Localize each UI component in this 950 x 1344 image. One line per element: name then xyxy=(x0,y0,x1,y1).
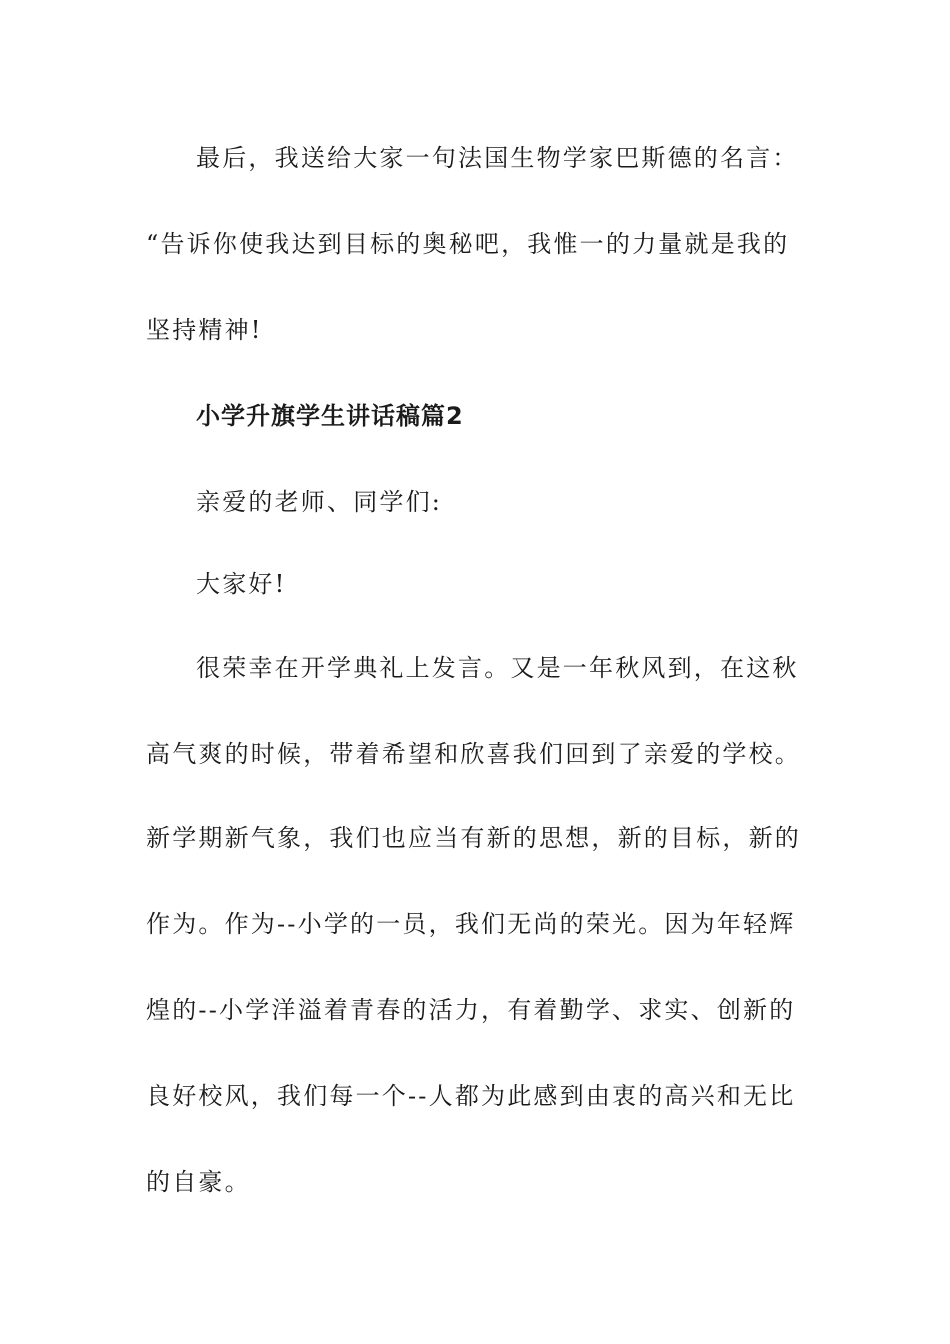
paragraph-line: 高气爽的时候，带着希望和欣喜我们回到了亲爱的学校。 xyxy=(146,740,801,768)
paragraph-line: 的自豪。 xyxy=(146,1168,251,1196)
salutation: 亲爱的老师、同学们: xyxy=(196,488,443,516)
paragraph-line: 新学期新气象，我们也应当有新的思想，新的目标，新的 xyxy=(146,824,801,852)
paragraph-line: 最后，我送给大家一句法国生物学家巴斯德的名言： xyxy=(196,144,799,172)
paragraph-line: 作为。作为--小学的一员，我们无尚的荣光。因为年轻辉 xyxy=(146,910,796,938)
paragraph-line: 坚持精神! xyxy=(146,316,263,344)
paragraph-line: 煌的--小学洋溢着青春的活力，有着勤学、求实、创新的 xyxy=(146,996,796,1024)
paragraph-line: 很荣幸在开学典礼上发言。又是一年秋风到，在这秋 xyxy=(196,654,799,682)
section-heading: 小学升旗学生讲话稿篇2 xyxy=(196,402,464,430)
paragraph-line: “告诉你使我达到目标的奥秘吧，我惟一的力量就是我的 xyxy=(146,230,790,258)
paragraph-line: 良好校风，我们每一个--人都为此感到由衷的高兴和无比 xyxy=(146,1082,796,1110)
greeting: 大家好! xyxy=(196,570,287,598)
